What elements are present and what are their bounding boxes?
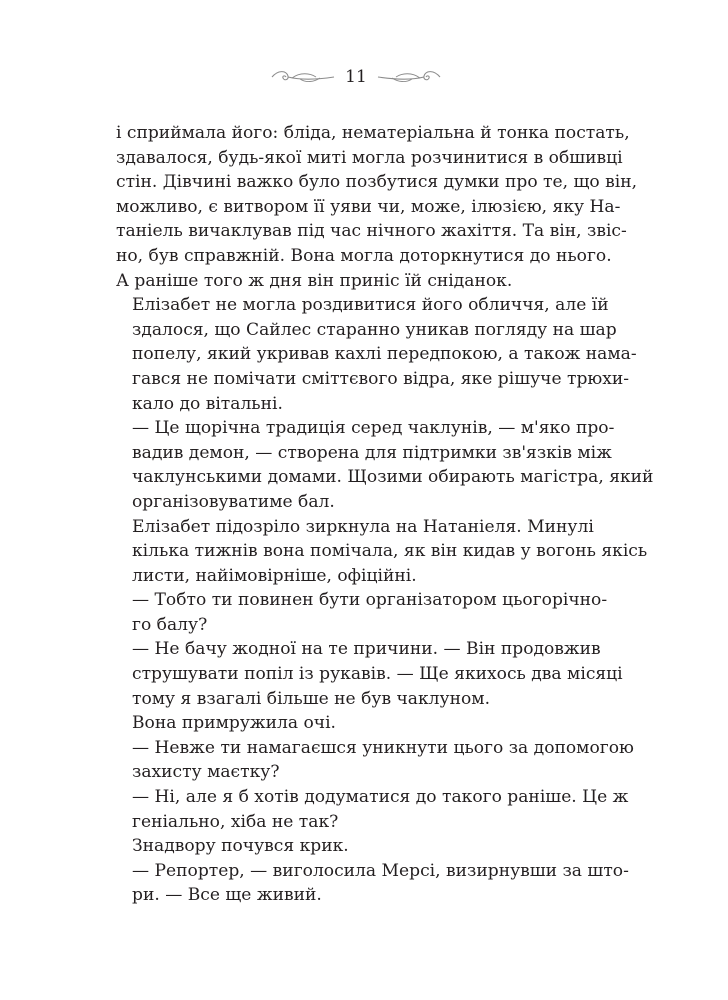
text-line: гався не помічати сміттєвого відра, яке рішуче трюхи-	[132, 368, 630, 389]
page-header	[0, 62, 728, 92]
paragraph	[116, 834, 582, 859]
text-line: здавалося, будь-якої миті могла розчинитися в обшивці	[116, 147, 623, 168]
text-line: листи, найімовірніше, офіційні.	[132, 565, 417, 586]
text-line: кало до вітальні.	[132, 393, 283, 414]
text-line: можливо, є витвором її уяви чи, може, ілюзією, яку На-	[116, 196, 621, 217]
text-line: організовуватиме бал.	[132, 491, 335, 512]
paragraph	[116, 293, 637, 416]
paragraph	[116, 637, 623, 711]
flourish-ornament-icon	[376, 68, 442, 86]
text-line: — Ні, але я б хотів додуматися до такого раніше. Це ж	[132, 787, 629, 808]
text-line: Вона примружила очі.	[132, 713, 336, 734]
text-line: — Тобто ти повинен бути організатором цьогорічно-	[132, 590, 608, 611]
paragraph	[116, 121, 638, 293]
text-line: Елізабет підозріло зиркнула на Натаніеля. Минулі	[132, 516, 594, 537]
paragraph	[116, 736, 634, 785]
body-text	[116, 121, 654, 908]
text-line: кілька тижнів вона помічала, як він кидав у вогонь якісь	[132, 541, 648, 562]
paragraph	[116, 785, 629, 834]
text-line: струшувати попіл із рукавів. — Ще якихось два місяці	[132, 664, 623, 685]
flourish-ornament-icon	[270, 68, 336, 86]
text-line: — Не бачу жодної на те причини. — Він продовжив	[132, 639, 601, 660]
paragraph	[116, 416, 654, 514]
text-line: геніально, хіба не так?	[132, 811, 339, 832]
paragraph	[116, 859, 629, 908]
text-line: захисту маєтку?	[132, 762, 280, 783]
text-line: — Невже ти намагаєшся уникнути цього за допомогою	[132, 737, 634, 758]
text-line: тому я взагалі більше не був чаклуном.	[132, 688, 491, 709]
text-line: Знадвору почувся крик.	[132, 836, 349, 857]
text-line: попелу, який укривав кахлі передпокою, а також нама-	[132, 344, 637, 365]
text-line: ри. — Все ще живий.	[132, 885, 322, 906]
text-line: здалося, що Сайлес старанно уникав погляду на шар	[132, 319, 617, 340]
text-line: но, був справжній. Вона могла доторкнутися до нього.	[116, 245, 612, 266]
text-line: таніель вичаклував під час нічного жахіття. Та він, звіс-	[116, 221, 627, 242]
text-line: чаклунськими домами. Щозими обирають магістра, який	[132, 467, 654, 488]
text-line: го балу?	[132, 614, 208, 635]
text-line: вадив демон, — створена для підтримки зв'язків між	[132, 442, 612, 463]
text-line: і сприймала його: бліда, нематеріальна й тонка постать,	[116, 123, 630, 143]
text-line: — Це щорічна традиція серед чаклунів, — м'яко про-	[132, 418, 615, 439]
text-line: — Репортер, — виголосила Мерсі, визирнувши за што-	[132, 860, 629, 881]
paragraph	[116, 588, 608, 637]
text-line: Елізабет не могла роздивитися його обличчя, але їй	[132, 295, 609, 316]
text-line: стін. Дівчині важко було позбутися думки про те, що він,	[116, 172, 638, 193]
paragraph	[116, 711, 582, 736]
text-line: А раніше того ж дня він приніс їй сніданок.	[116, 270, 513, 291]
paragraph	[116, 515, 648, 589]
page-number: 11	[345, 67, 367, 87]
